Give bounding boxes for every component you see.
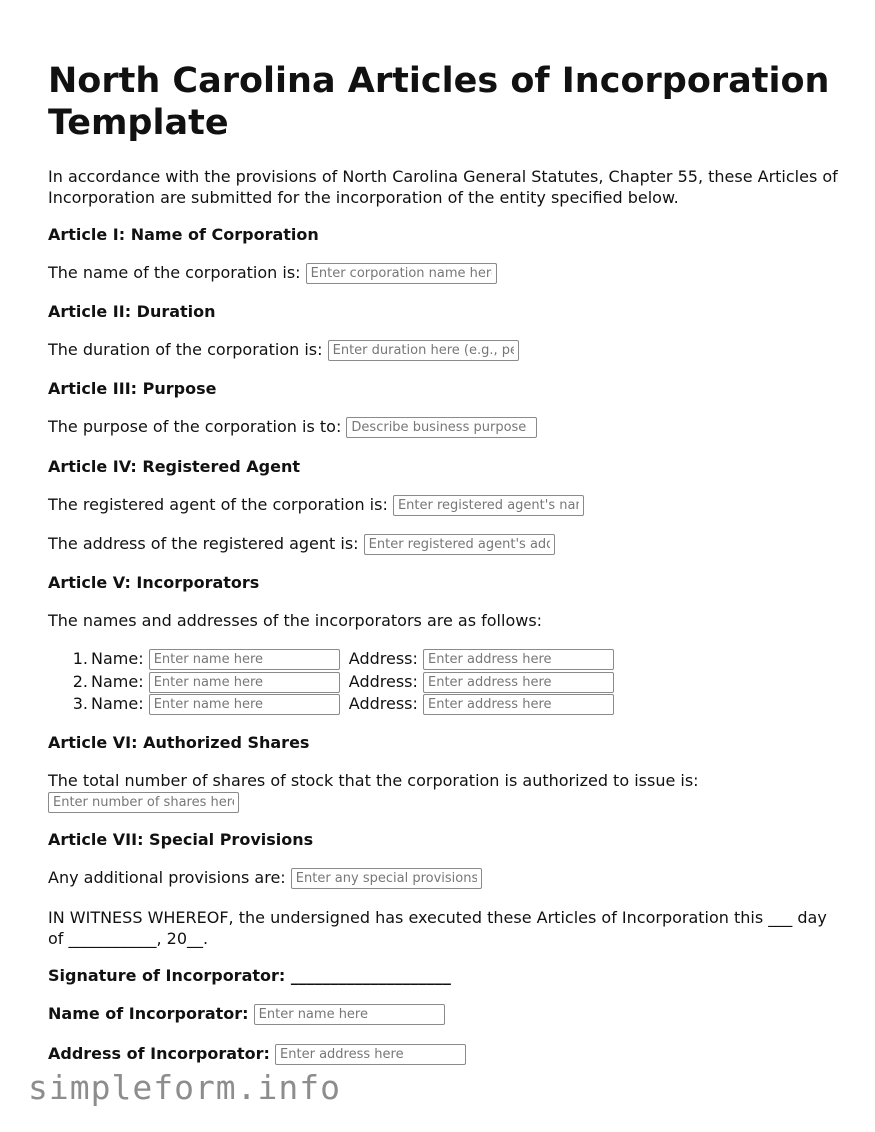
- intro-paragraph: In accordance with the provisions of North Carolina General Statutes, Chapter 55, these Articles of Incorporation are submitted for the incorporation of the entity specified below.: [48, 167, 838, 207]
- incorporator-row: [48, 648, 614, 671]
- registered-agent-address-input[interactable]: [364, 534, 555, 555]
- article-2-line: [48, 339, 519, 361]
- incorporator-name-label: Name:: [91, 649, 144, 668]
- incorporator-address-line: [48, 1043, 466, 1065]
- incorporator-name-label: Name:: [91, 694, 144, 713]
- incorporator-address-input[interactable]: [275, 1044, 466, 1065]
- incorporator-1-address-input[interactable]: [423, 649, 614, 670]
- signature-line: Signature of Incorporator: ____________________: [48, 966, 451, 985]
- article-7-line: [48, 867, 482, 889]
- registered-agent-input[interactable]: [393, 495, 584, 516]
- article-4-heading: Article IV: Registered Agent: [48, 457, 301, 476]
- incorporators-list: [48, 648, 614, 716]
- incorporator-address-label: Address of Incorporator:: [48, 1044, 270, 1063]
- incorporator-address-label: Address:: [348, 649, 418, 668]
- incorporator-3-address-input[interactable]: [423, 694, 614, 715]
- authorized-shares-input[interactable]: [48, 792, 239, 813]
- incorporator-row-number: 3.: [72, 694, 88, 713]
- article-6-heading: Article VI: Authorized Shares: [48, 733, 310, 752]
- incorporator-row-number: 1.: [72, 649, 88, 668]
- incorporator-name-label: Name:: [91, 671, 144, 691]
- incorporator-2-name-input[interactable]: [149, 672, 340, 693]
- registered-agent-label: The registered agent of the corporation is:: [48, 495, 388, 514]
- authorized-shares-label: The total number of shares of stock that the corporation is authorized to issue is:: [48, 771, 699, 790]
- watermark-text: simpleform.info: [28, 1068, 342, 1107]
- incorporator-address-label: Address:: [348, 671, 418, 691]
- incorporator-row-number: 2.: [72, 671, 88, 691]
- article-3-heading: Article III: Purpose: [48, 379, 217, 398]
- incorporator-3-name-input[interactable]: [149, 694, 340, 715]
- corporation-name-label: The name of the corporation is:: [48, 263, 301, 282]
- article-1-heading: Article I: Name of Corporation: [48, 225, 319, 244]
- incorporator-row: [48, 671, 614, 694]
- article-2-heading: Article II: Duration: [48, 302, 216, 321]
- article-5-heading: Article V: Incorporators: [48, 573, 260, 592]
- incorporator-name-line: [48, 1003, 445, 1025]
- incorporators-intro: The names and addresses of the incorporators are as follows:: [48, 611, 543, 630]
- incorporator-name-input[interactable]: [254, 1004, 445, 1025]
- authorized-shares-line: [48, 791, 239, 813]
- article-7-heading: Article VII: Special Provisions: [48, 830, 314, 849]
- article-4-address-line: [48, 533, 555, 555]
- purpose-label: The purpose of the corporation is to:: [48, 417, 342, 436]
- article-4-agent-line: [48, 494, 584, 516]
- special-provisions-input[interactable]: [291, 868, 482, 889]
- witness-paragraph: IN WITNESS WHEREOF, the undersigned has executed these Articles of Incorporation this ___ day of ___________, 20__.: [48, 908, 827, 948]
- purpose-input[interactable]: [346, 417, 537, 438]
- incorporator-name-label: Name of Incorporator:: [48, 1004, 249, 1023]
- duration-label: The duration of the corporation is:: [48, 340, 323, 359]
- incorporator-1-name-input[interactable]: [149, 649, 340, 670]
- incorporator-row: [48, 693, 614, 716]
- article-3-line: [48, 416, 537, 438]
- duration-input[interactable]: [328, 340, 519, 361]
- corporation-name-input[interactable]: [306, 263, 497, 284]
- page-title: North Carolina Articles of Incorporation Template: [48, 61, 830, 143]
- article-1-line: [48, 262, 497, 284]
- incorporator-2-address-input[interactable]: [423, 672, 614, 693]
- special-provisions-label: Any additional provisions are:: [48, 868, 286, 887]
- incorporator-address-label: Address:: [348, 694, 418, 713]
- registered-agent-address-label: The address of the registered agent is:: [48, 534, 359, 553]
